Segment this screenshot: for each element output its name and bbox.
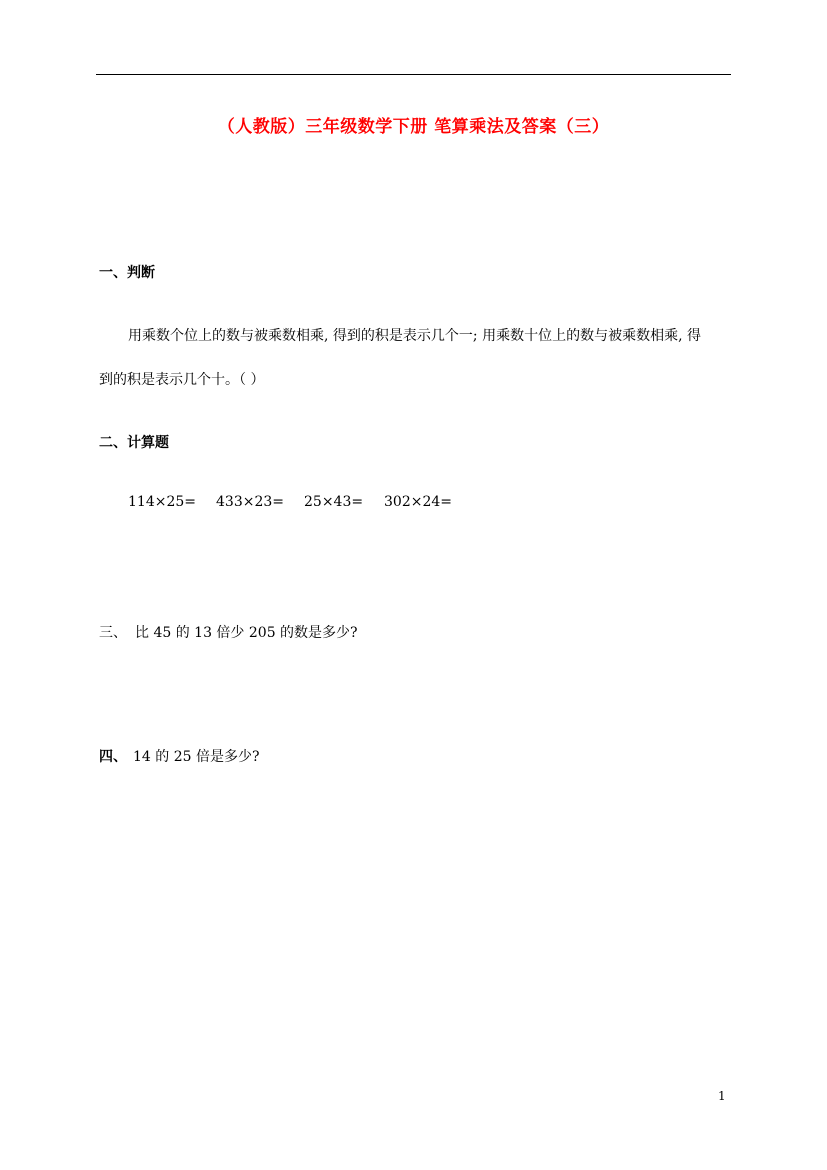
header-rule	[96, 74, 731, 75]
judge-question-line-2: 到的积是表示几个十。（ ）	[99, 372, 265, 388]
calc-problem: 302×24=	[384, 494, 452, 510]
calc-problem: 114×25=	[128, 494, 196, 510]
word-problem-four: 14 的 25 倍是多少?	[133, 749, 260, 765]
word-problem-three: 比 45 的 13 倍少 205 的数是多少?	[135, 625, 358, 641]
calculation-problems	[128, 494, 452, 510]
calc-problem: 25×43=	[304, 494, 364, 510]
page-number: 1	[718, 1089, 726, 1103]
section-heading-three: 三、	[99, 625, 127, 641]
section-heading-four: 四、	[99, 749, 127, 765]
calc-problem: 433×23=	[216, 494, 284, 510]
section-heading-judge: 一、判断	[99, 265, 155, 281]
judge-question-line-1: 用乘数个位上的数与被乘数相乘, 得到的积是表示几个一; 用乘数十位上的数与被乘数相乘, 得	[128, 328, 701, 344]
document-title: （人教版）三年级数学下册 笔算乘法及答案（三）	[217, 117, 610, 137]
section-heading-calculation: 二、计算题	[99, 435, 169, 451]
